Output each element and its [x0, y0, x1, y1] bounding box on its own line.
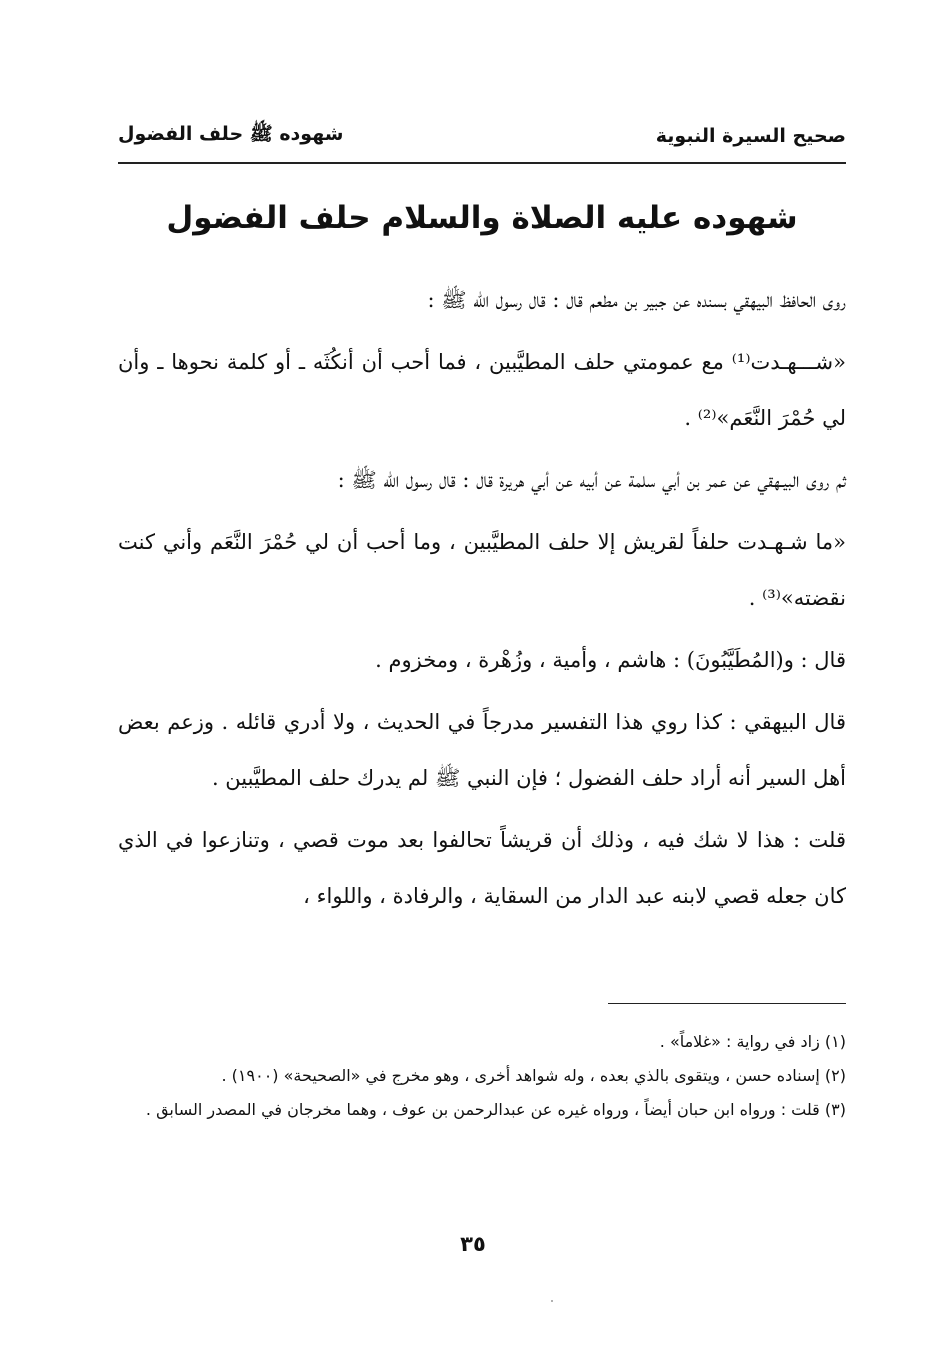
body-text	[118, 272, 846, 930]
footnotes	[118, 1025, 846, 1127]
paragraph: ثم روى البيـهقي عن عمر بن أبي سلمة عن أبيه عن أبي هريرة قال : قال رسول الله ﷺ :	[337, 468, 846, 492]
section-title: شهوده ﷺ حلف الفضول	[118, 123, 344, 145]
footnote: (٢) إسناده حسن ، ويتقوى بالذي بعده ، وله شواهد أخرى ، وهو مخرج في «الصحيحة» (١٩٠٠) .	[221, 1066, 846, 1085]
paragraph: قال : و(المُطَيَّبُونَ) : هاشم ، وأمية ، وزُهْرة ، ومخزوم .	[375, 648, 846, 672]
scan-speck	[551, 1300, 553, 1302]
running-header	[118, 118, 846, 154]
header-rule	[118, 162, 846, 164]
page-number: ٣٥	[460, 1232, 486, 1256]
chapter-title: شهوده عليه الصلاة والسلام حلف الفضول	[166, 200, 798, 236]
footnote-separator	[608, 1003, 846, 1004]
paragraph: «ما شـهـدت حلفاً لقريش إلا حلف المطيَّبين ، وما أحب أن لي حُمْرَ النَّعَم وأني كنت نقضته»⁽³⁾ .	[118, 530, 846, 610]
book-title: صحيح السيرة النبوية	[655, 125, 846, 147]
footnote: (٣) قلت : ورواه ابن حبان أيضاً ، ورواه غيره عن عبدالرحمن بن عوف ، وهما مخرجان في المصدر السابق .	[145, 1100, 846, 1119]
paragraph: روى الحافظ البيهقي بسنده عن جبير بن مطعم قال : قال رسول الله ﷺ :	[427, 288, 846, 312]
paragraph: قلت : هذا لا شك فيه ، وذلك أن قريشاً تحالفوا بعد موت قصي ، وتنازعوا في الذي كان جعله قصي لابنه عبد الدار من السقاية ، والرفادة ، واللواء ،	[118, 828, 846, 908]
paragraph: قال البيهقي : كذا روي هذا التفسير مدرجاً في الحديث ، ولا أدري قائله . وزعم بعض أهل السير أنه أراد حلف الفضول ؛ فإن النبي ﷺ لم يدرك حلف المطيَّبين .	[118, 710, 846, 790]
paragraph: «شـــهـدت⁽¹⁾ مع عمومتي حلف المطيَّبين ، فما أحب أن أنكُثَه ـ أو كلمة نحوها ـ وأن لي حُمْرَ النَّعَم»⁽²⁾ .	[118, 350, 846, 430]
footnote: (١) زاد في رواية : «غلاماً» .	[659, 1032, 846, 1051]
